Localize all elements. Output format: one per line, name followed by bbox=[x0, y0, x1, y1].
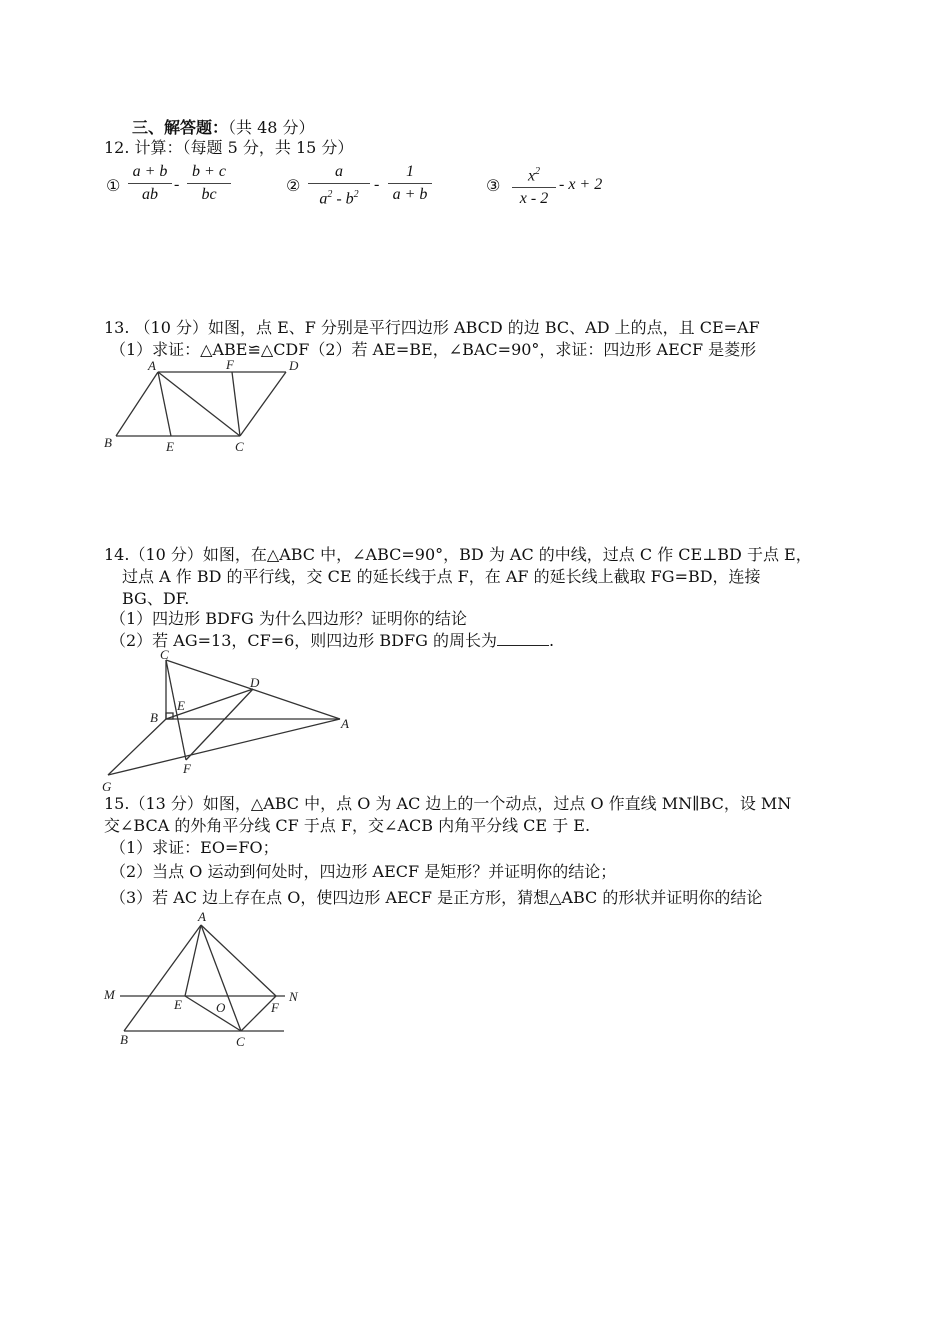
q14-label-b: B bbox=[150, 710, 158, 725]
frac-denominator: x - 2 bbox=[519, 190, 549, 208]
q15-label-f: F bbox=[271, 1000, 279, 1015]
q14-line5-text: （2）若 AG=13，CF=6，则四边形 BDFG 的周长为 bbox=[110, 631, 497, 650]
q14-label-e: E bbox=[177, 698, 185, 713]
frac-numerator: 1 bbox=[406, 163, 414, 180]
frac-denominator: bc bbox=[201, 186, 217, 203]
q14-label-d: D bbox=[250, 675, 260, 690]
frac-denominator: a + b bbox=[392, 186, 428, 203]
q14-line3: BG、DF. bbox=[122, 589, 190, 608]
den-b-exponent: 2 bbox=[353, 189, 359, 200]
q15-label-c: C bbox=[236, 1034, 245, 1049]
frac-numerator: a + b bbox=[132, 163, 168, 180]
q15-line2: 交∠BCA 的外角平分线 CF 于点 F，交∠ACB 内角平分线 CE 于 E. bbox=[104, 816, 591, 835]
q14-line5-end: . bbox=[548, 631, 555, 650]
num-exponent: 2 bbox=[535, 166, 541, 177]
q13-line2: （1）求证：△ABE≌△CDF（2）若 AE=BE，∠BAC=90°，求证：四边形 AECF 是菱形 bbox=[110, 340, 757, 359]
q13-label-c: C bbox=[235, 439, 244, 454]
num-x: x bbox=[527, 167, 536, 185]
circled-one-mark: ① bbox=[106, 176, 121, 195]
q15-label-a: A bbox=[198, 909, 206, 924]
q15-line5: （3）若 AC 边上存在点 O，使四边形 AECF 是正方形，猜想△ABC 的形状并证明你的结论 bbox=[110, 888, 763, 907]
q15-label-b: B bbox=[120, 1032, 128, 1047]
q12-p3-rest: - x + 2 bbox=[559, 176, 603, 193]
q15-line3: （1）求证：EO=FO； bbox=[110, 838, 279, 857]
q14-label-a: A bbox=[341, 716, 349, 731]
q15-line1: 15.（13 分）如图，△ABC 中，点 O 为 AC 边上的一个动点，过点 O 作直线 MN∥BC，设 MN bbox=[104, 794, 792, 813]
circled-three-mark: ③ bbox=[486, 176, 501, 195]
q14-label-f: F bbox=[183, 761, 191, 776]
q14-line4: （1）四边形 BDFG 为什么四边形？证明你的结论 bbox=[110, 609, 467, 628]
q13-line1: 13. （10 分）如图，点 E、F 分别是平行四边形 ABCD 的边 BC、AD 上的点，且 CE=AF bbox=[104, 318, 760, 337]
q14-line2: 过点 A 作 BD 的平行线，交 CE 的延长线于点 F，在 AF 的延长线上截取 FG=BD，连接 bbox=[122, 567, 761, 586]
frac-numerator: a bbox=[335, 163, 343, 180]
q15-segment-ec bbox=[185, 996, 241, 1031]
section-points: （共 48 分） bbox=[228, 118, 315, 137]
q15-line4: （2）当点 O 运动到何处时，四边形 AECF 是矩形？并证明你的结论； bbox=[110, 862, 617, 881]
minus-sign: - bbox=[374, 176, 380, 193]
minus-sign: - bbox=[174, 176, 180, 193]
circled-two-mark: ② bbox=[286, 176, 301, 195]
frac-denominator: ab bbox=[142, 186, 158, 203]
q14-label-g: G bbox=[102, 779, 112, 794]
q13-label-f: F bbox=[226, 357, 234, 372]
q13-label-e: E bbox=[166, 439, 174, 454]
q15-label-e: E bbox=[174, 997, 182, 1012]
q14-line1: 14.（10 分）如图，在△ABC 中，∠ABC=90°，BD 为 AC 的中线，过点 C 作 CE⊥BD 于点 E， bbox=[104, 545, 812, 564]
q15-label-o: O bbox=[216, 1000, 226, 1015]
frac-numerator: b + c bbox=[192, 163, 226, 180]
den-a: a bbox=[319, 190, 328, 208]
q15-segment-af bbox=[201, 925, 276, 996]
q14-label-c: C bbox=[160, 647, 169, 662]
den-a-exponent: 2 bbox=[327, 189, 333, 200]
section-title-text: 三、解答题： bbox=[132, 118, 229, 137]
q15-label-m: M bbox=[104, 987, 115, 1002]
den-b: - b bbox=[332, 190, 354, 208]
q15-side-ac bbox=[201, 925, 241, 1031]
q13-label-b: B bbox=[104, 435, 112, 450]
q13-label-d: D bbox=[289, 358, 299, 373]
q13-label-a: A bbox=[148, 358, 156, 373]
q15-label-n: N bbox=[289, 989, 298, 1004]
q12-intro: 12. 计算：（每题 5 分，共 15 分） bbox=[104, 138, 354, 157]
